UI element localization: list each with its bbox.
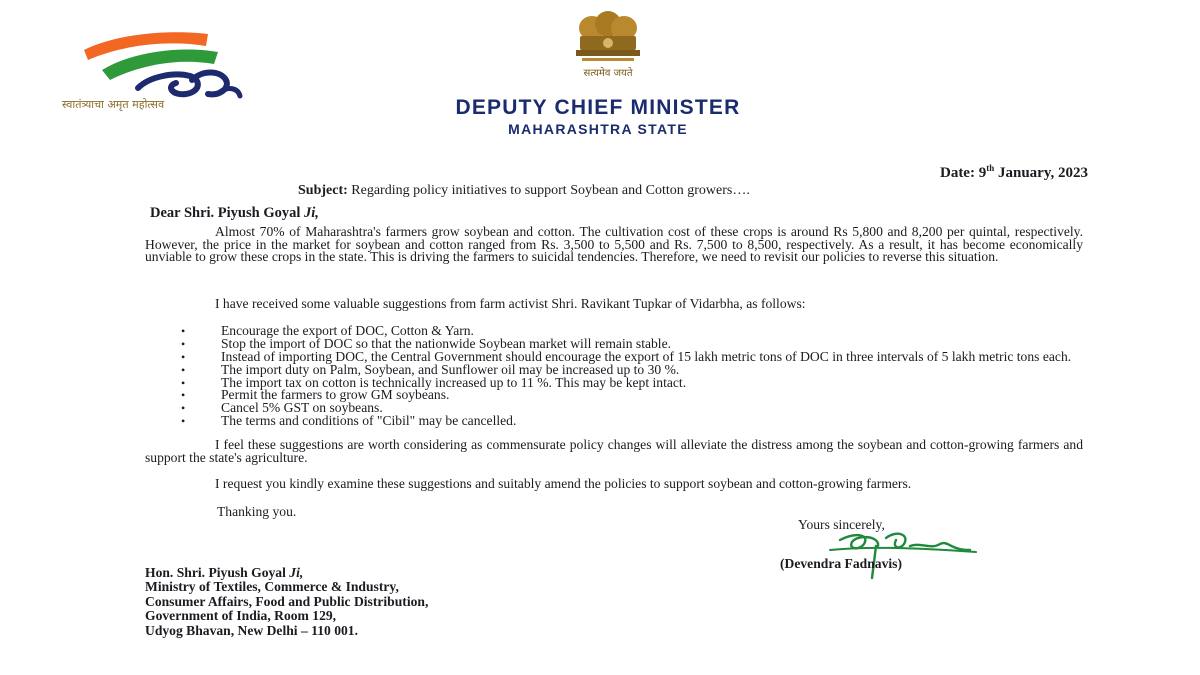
list-item-text: Encourage the export of DOC, Cotton & Yarn. xyxy=(221,323,474,338)
paragraph-consideration: I feel these suggestions are worth considering as commensurate policy changes will alleviate the distress among the soybean and cotton-growing farmers and support the state's agriculture. xyxy=(145,437,1083,465)
bullet-marker: • xyxy=(181,375,186,390)
bullet-marker: • xyxy=(181,414,186,429)
address-line: Government of India, Room 129, xyxy=(145,608,337,624)
salutation-name: Dear Shri. Piyush Goyal xyxy=(150,205,305,221)
signature xyxy=(800,520,990,582)
bullet-marker: • xyxy=(181,388,186,403)
bullet-marker: • xyxy=(181,362,186,377)
letterhead-subtitle: MAHARASHTRA STATE xyxy=(508,121,688,137)
address-honorific: Ji, xyxy=(289,565,304,580)
list-item-text: Stop the import of DOC so that the nationwide Soybean market will remain stable. xyxy=(221,335,672,351)
date-label: Date: 9 xyxy=(939,165,987,181)
subject-label: Subject: xyxy=(298,183,348,198)
list-item-text: The terms and conditions of "Cibil" may be cancelled. xyxy=(221,413,517,429)
letterhead-title: DEPUTY CHIEF MINISTER xyxy=(455,96,741,119)
subject-line xyxy=(298,183,750,199)
suggestions-list xyxy=(177,325,1082,428)
address-recipient-name: Hon. Shri. Piyush Goyal xyxy=(145,565,290,580)
address-line xyxy=(145,566,428,580)
list-item-text: Instead of importing DOC, the Central Government should encourage the export of 15 lakh metric tons of DOC in three intervals of 5 lakh metric tons each. xyxy=(221,348,1072,364)
paragraph-intro: Almost 70% of Maharashtra's farmers grow soybean and cotton. The cultivation cost of these crops is around Rs 5,800 and 8,200 per quintal, respectively. However, the price in the market for soybean and cotton ranged from Rs. 3,500 to 5,500 and Rs. 7,500 to 8,500, respectively. As a result, it has become economically unviable to grow these crops in the state. This is driving the farmers to suicidal tendencies. Therefore, we need to revisit our policies to reverse this situation. xyxy=(145,224,1083,265)
recipient-address xyxy=(145,566,428,638)
bullet-marker: • xyxy=(181,349,186,364)
list-item-text: Cancel 5% GST on soybeans. xyxy=(221,400,383,416)
date-month-year: January, 2023 xyxy=(994,165,1088,181)
bullet-marker: • xyxy=(181,401,186,416)
list-item xyxy=(177,415,1082,427)
letter-date xyxy=(940,163,1088,182)
salutation-honorific: Ji, xyxy=(304,205,319,221)
address-line: Consumer Affairs, Food and Public Distribution, xyxy=(145,593,429,609)
bullet-marker: • xyxy=(181,336,186,351)
list-item-text: The import duty on Palm, Soybean, and Sunflower oil may be increased up to 30 %. xyxy=(221,361,680,377)
salutation xyxy=(150,205,319,222)
paragraph-suggestions-intro: I have received some valuable suggestions from farm activist Shri. Ravikant Tupkar of Vidarbha, as follows: xyxy=(215,296,806,311)
list-item-text: Permit the farmers to grow GM soybeans. xyxy=(221,387,450,403)
date-day-suffix: th xyxy=(986,163,995,173)
logo-caption: स्वातंत्र्याचा अमृत महोत्सव xyxy=(62,98,165,111)
bullet-marker: • xyxy=(181,324,186,338)
paragraph-request: I request you kindly examine these suggestions and suitably amend the policies to support soybean and cotton-growing farmers. xyxy=(215,476,912,491)
subject-text: Regarding policy initiatives to support Soybean and Cotton growers…. xyxy=(347,183,750,198)
list-item-text: The import tax on cotton is technically increased up to 11 %. This may be kept intact. xyxy=(221,374,687,390)
address-line: Ministry of Textiles, Commerce & Industry, xyxy=(145,579,399,595)
signer-name: (Devendra Fadnavis) xyxy=(780,556,902,571)
emblem-caption: सत्यमेव जयते xyxy=(583,68,633,79)
closing-thanks: Thanking you. xyxy=(217,504,297,519)
address-line: Udyog Bhavan, New Delhi – 110 001. xyxy=(145,622,358,638)
closing-yours-sincerely: Yours sincerely, xyxy=(798,517,885,532)
